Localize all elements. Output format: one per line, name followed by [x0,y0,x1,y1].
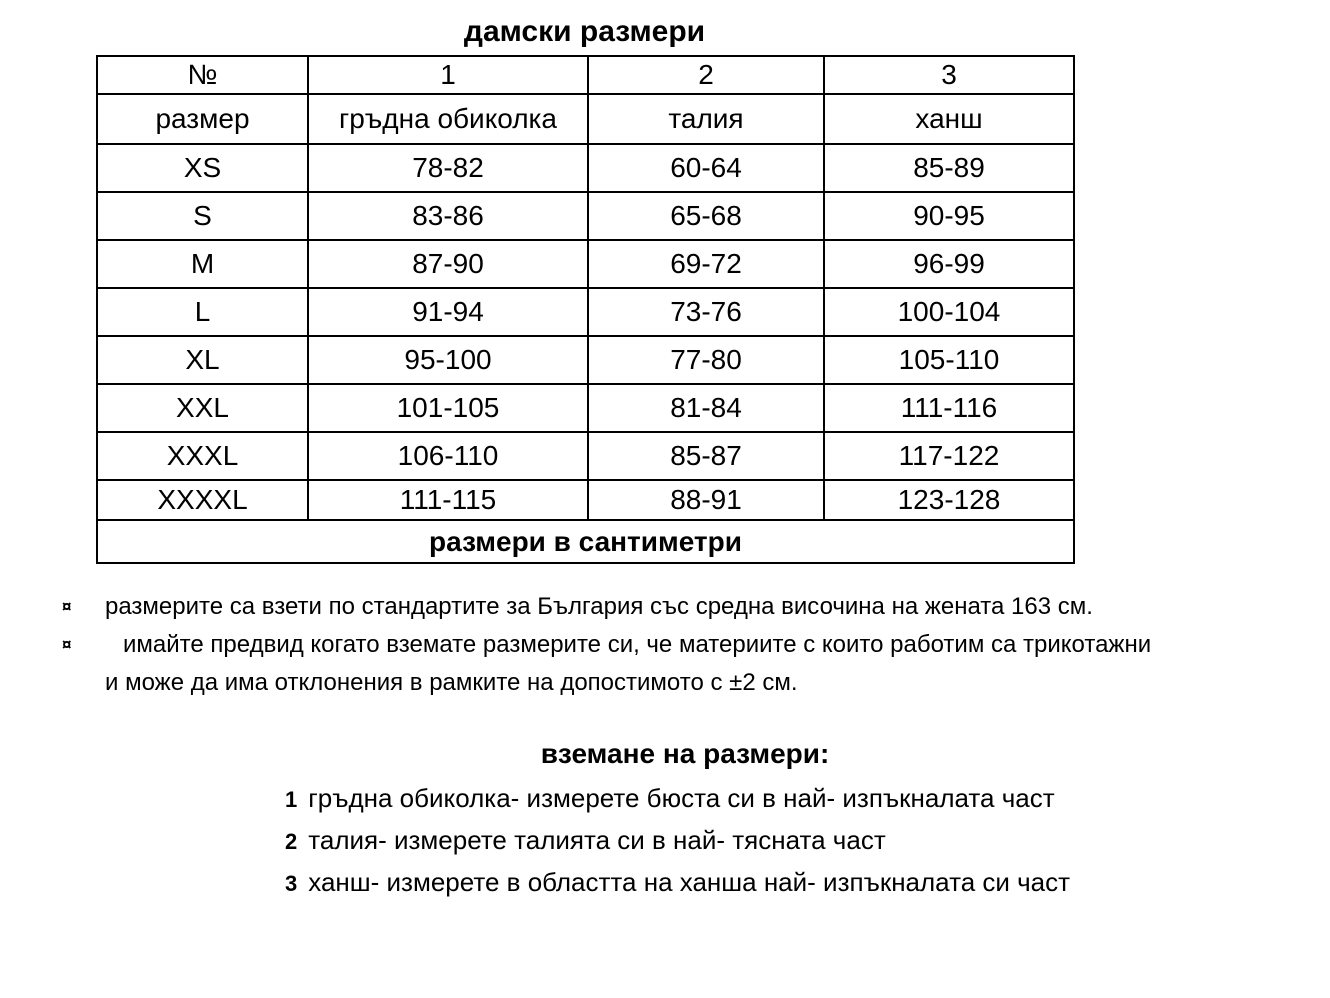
table-row [97,192,1074,240]
label-cell-hips: ханш [824,94,1074,144]
measuring-item-text: гръдна обиколка- измерете бюста си в най- изпъкналата част [308,783,1055,813]
header-cell-2: 2 [588,56,824,94]
measuring-item-text: ханш- измерете в областта на ханша най- изпъкналата си част [308,867,1071,897]
label-cell-size: размер [97,94,308,144]
page-title: дамски размери [463,15,706,48]
size-cell: XL [97,336,308,384]
hips-cell: 85-89 [824,144,1074,192]
table-footer-cell: размери в сантиметри [97,520,1074,563]
bust-cell: 83-86 [308,192,588,240]
size-cell: XXXL [97,432,308,480]
note-item [0,588,1330,626]
currency-bullet-icon: ¤ [62,635,72,654]
hips-cell: 123-128 [824,480,1074,520]
size-cell: L [97,288,308,336]
table-header-row [97,56,1074,94]
header-cell-numero: № [97,56,308,94]
size-cell: M [97,240,308,288]
hips-cell: 100-104 [824,288,1074,336]
note-item [0,626,1330,702]
table-label-row [97,94,1074,144]
bust-cell: 95-100 [308,336,588,384]
note-text: размерите са взети по стандартите за България със средна височина на жената 163 см. [105,593,1093,620]
header-cell-1: 1 [308,56,588,94]
table-row [97,384,1074,432]
size-cell: XXXXL [97,480,308,520]
bust-cell: 101-105 [308,384,588,432]
measuring-item-number: 3 [285,871,298,896]
table-row [97,240,1074,288]
waist-cell: 85-87 [588,432,824,480]
label-cell-bust: гръдна обиколка [308,94,588,144]
note-text: имайте предвид когато вземате размерите си, че материите с които работим са трикотажни [123,631,1152,658]
hips-cell: 96-99 [824,240,1074,288]
table-row [97,288,1074,336]
waist-cell: 81-84 [588,384,824,432]
bust-cell: 106-110 [308,432,588,480]
header-cell-3: 3 [824,56,1074,94]
size-cell: XXL [97,384,308,432]
measuring-item [285,862,1085,904]
table-row [97,432,1074,480]
size-cell: S [97,192,308,240]
size-cell: XS [97,144,308,192]
waist-cell: 88-91 [588,480,824,520]
bust-cell: 87-90 [308,240,588,288]
currency-bullet-icon: ¤ [62,597,72,616]
measuring-item [285,778,1085,820]
measuring-item-number: 2 [285,829,298,854]
measuring-heading: вземане на размери: [540,738,830,769]
hips-cell: 105-110 [824,336,1074,384]
hips-cell: 117-122 [824,432,1074,480]
waist-cell: 60-64 [588,144,824,192]
measuring-section [285,738,1085,904]
measuring-item-text: талия- измерете талията си в най- тясната част [308,825,886,855]
waist-cell: 69-72 [588,240,824,288]
size-table [96,55,1075,564]
waist-cell: 77-80 [588,336,824,384]
notes-section [0,588,1330,702]
table-row [97,336,1074,384]
measuring-item-number: 1 [285,787,298,812]
table-footer-row [97,520,1074,563]
bust-cell: 78-82 [308,144,588,192]
bust-cell: 111-115 [308,480,588,520]
table-row [97,144,1074,192]
bust-cell: 91-94 [308,288,588,336]
waist-cell: 73-76 [588,288,824,336]
hips-cell: 111-116 [824,384,1074,432]
measuring-item [285,820,1085,862]
label-cell-waist: талия [588,94,824,144]
note-text: и може да има отклонения в рамките на допостимото с ±2 см. [105,669,798,696]
waist-cell: 65-68 [588,192,824,240]
table-row [97,480,1074,520]
hips-cell: 90-95 [824,192,1074,240]
